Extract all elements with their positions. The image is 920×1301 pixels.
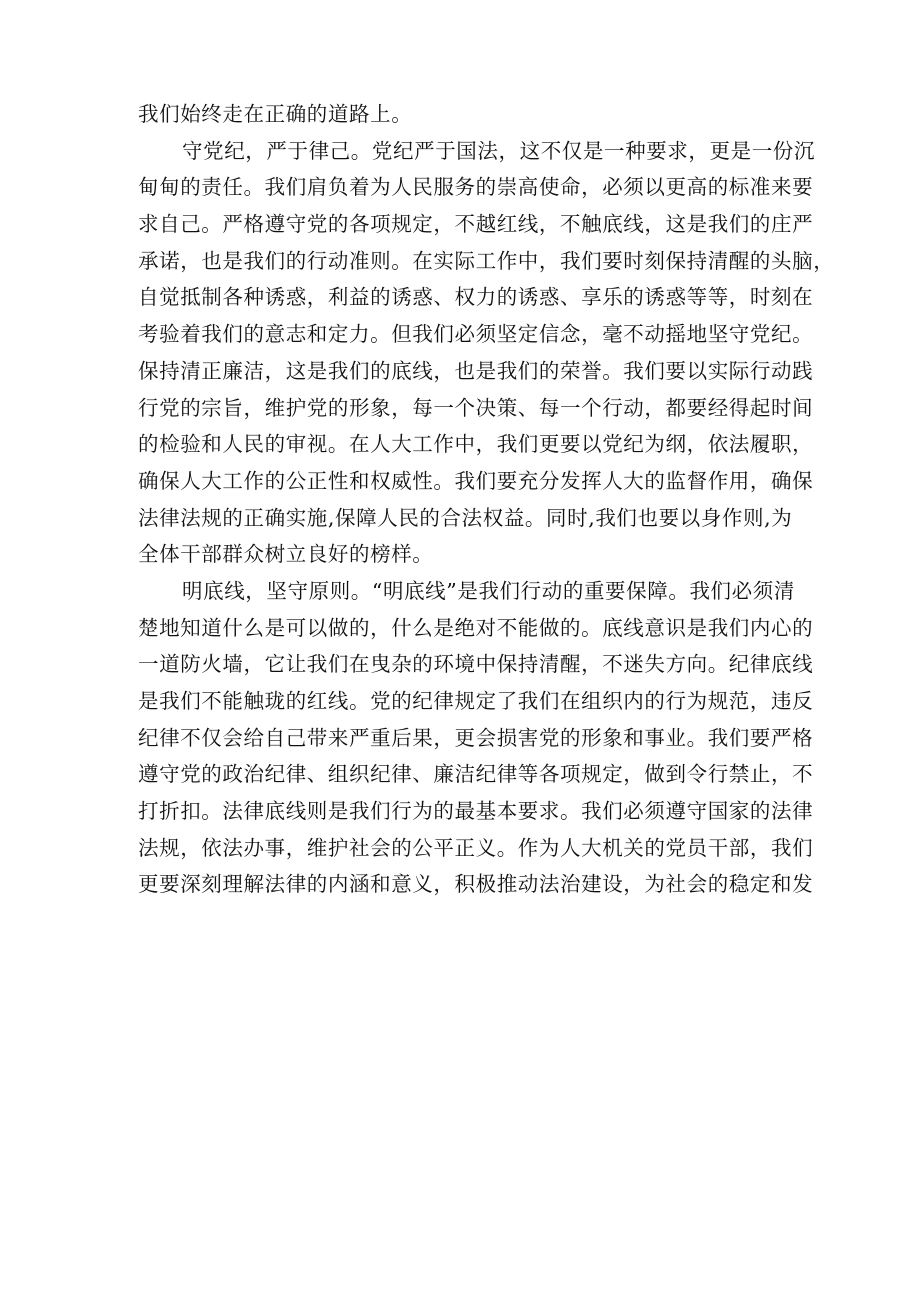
- text-line: 我们始终走在正确的道路上。: [138, 102, 413, 126]
- text-line: 一道防火墙，它让我们在曳杂的环境中保持清醒，不迷失方向。纪律底线: [138, 652, 814, 677]
- text-line: 打折扣。法律底线则是我们行为的最基本要求。我们必须遵守国家的法律: [138, 799, 814, 824]
- text-line: 楚地知道什么是可以做的，什么是绝对不能做的。底线意识是我们内心的: [138, 615, 814, 640]
- text-line: 遵守党的政治纪律、组织纪律、廉洁纪律等各项规定，做到令行禁止，不: [138, 762, 814, 787]
- text-line: 甸甸的责任。我们肩负着为人民服务的崇高使命，必须以更高的标准来要: [138, 175, 814, 200]
- text-line: 法律法规的正确实施,保障人民的合法权益。同时,我们也要以身作则,为: [138, 505, 793, 530]
- text-line: 纪律不仅会给自己带来严重后果，更会损害党的形象和事业。我们要严格: [138, 725, 814, 750]
- text-line: 全体干部群众树立良好的榜样。: [138, 542, 434, 567]
- text-line: 行党的宗旨，维护党的形象，每一个决策、每一个行动，都要经得起时间: [138, 395, 814, 420]
- text-line: 考验着我们的意志和定力。但我们必须坚定信念，毫不动摇地坚守党纪。: [138, 322, 814, 347]
- text-line: 法规，依法办事，维护社会的公平正义。作为人大机关的党员干部，我们: [138, 835, 814, 860]
- body-text: [138, 96, 835, 903]
- text-line: 自觉抵制各种诱惑，利益的诱惑、权力的诱惑、享乐的诱惑等等，时刻在: [138, 285, 814, 310]
- paragraph-start-line: 守党纪，严于律己。党纪严于国法，这不仅是一种要求，更是一份沉: [182, 138, 815, 163]
- text-line: 是我们不能触珑的红线。党的纪律规定了我们在组织内的行为规范，违反: [138, 689, 814, 713]
- text-line: 保持清正廉洁，这是我们的底线，也是我们的荣誉。我们要以实际行动践: [138, 358, 814, 383]
- text-line: 承诺，也是我们的行动准则。在实际工作中，我们要时刻保持清醒的头脑，: [138, 248, 835, 273]
- text-line: 的检验和人民的审视。在人大工作中，我们更要以党纪为纲，依法履职，: [138, 432, 814, 457]
- text-line: 求自己。严格遵守党的各项规定，不越红线，不触底线，这是我们的庄严: [138, 212, 814, 237]
- text-line: 确保人大工作的公正性和权威性。我们要充分发挥人大的监督作用，确保: [138, 468, 814, 493]
- paragraph-start-line: 明底线，坚守原则。“明底线”是我们行动的重要保障。我们必须清: [182, 578, 795, 603]
- text-line: 更要深刻理解法律的内涵和意义，积极推动法治建设，为社会的稳定和发: [138, 872, 814, 897]
